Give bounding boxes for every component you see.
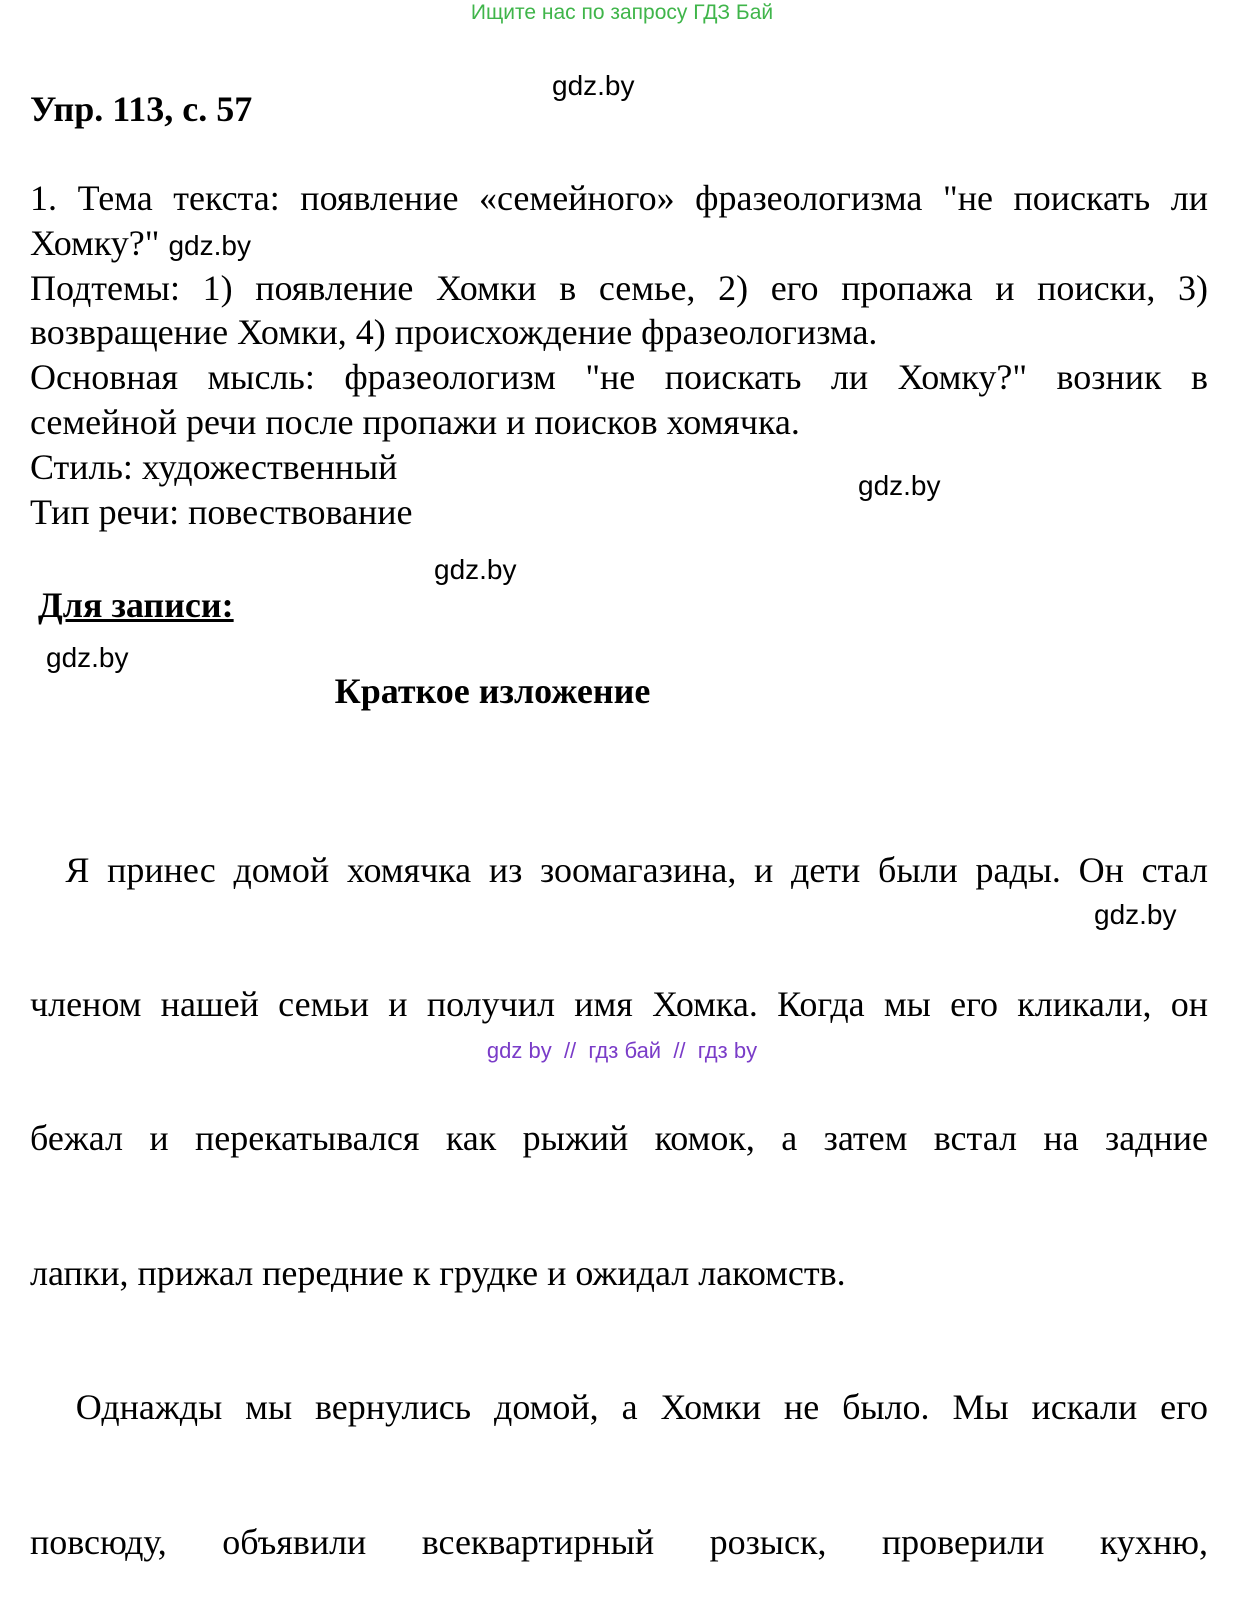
watermark: gdz.by	[168, 229, 251, 261]
bottom-banner: gdz by // гдз бай // гдз by	[486, 1038, 758, 1063]
summary-line: лапки, прижал передние к грудке и ожидал лакомств.	[30, 1252, 846, 1293]
analysis-line: Основная мысль: фразеологизм "не поискать ли Хомку?" возник в	[30, 357, 1208, 398]
analysis-line: 1. Тема текста: появление «семейного» фразеологизма "не поискать ли	[30, 178, 1208, 218]
watermark: gdz.by	[46, 642, 129, 673]
summary-line: бежал и перекатывался как рыжий комок, а затем встал на задние	[30, 1118, 1208, 1159]
analysis-block	[30, 176, 1208, 534]
for-record-label: Для записи:	[38, 585, 234, 625]
watermark: gdz.by	[552, 70, 635, 101]
analysis-line: Тип речи: повествование	[30, 491, 413, 532]
watermark: gdz.by	[858, 470, 941, 501]
summary-line: Однажды мы вернулись домой, а Хомки не было. Мы искали его	[30, 1387, 1208, 1428]
summary-line: членом нашей семьи и получил имя Хомка. Когда мы его кликали, он	[30, 983, 1208, 1024]
summary-block	[30, 758, 1208, 1609]
summary-title: Краткое изложение	[334, 671, 651, 711]
analysis-line: Стиль: художественный	[30, 446, 398, 487]
analysis-line-with-watermark	[30, 221, 1208, 266]
analysis-line: возвращение Хомки, 4) происхождение фразеологизма.	[30, 312, 878, 353]
analysis-line: Подтемы: 1) появление Хомки в семье, 2) его пропажа и поиски, 3)	[30, 267, 1208, 308]
exercise-heading: Упр. 113, с. 57	[30, 89, 253, 129]
summary-line: повсюду, объявили всеквартирный розыск, проверили кухню,	[30, 1521, 1208, 1562]
analysis-line: Хомку?"	[30, 222, 160, 263]
watermark: gdz.by	[434, 554, 517, 585]
analysis-line: семейной речи после пропажи и поисков хомячка.	[30, 401, 800, 442]
watermark: gdz.by	[1094, 899, 1177, 930]
summary-line: Я принес домой хомячка из зоомагазина, и дети были рады. Он стал	[30, 849, 1208, 890]
top-banner: Ищите нас по запросу ГДЗ Бай	[470, 1, 774, 24]
